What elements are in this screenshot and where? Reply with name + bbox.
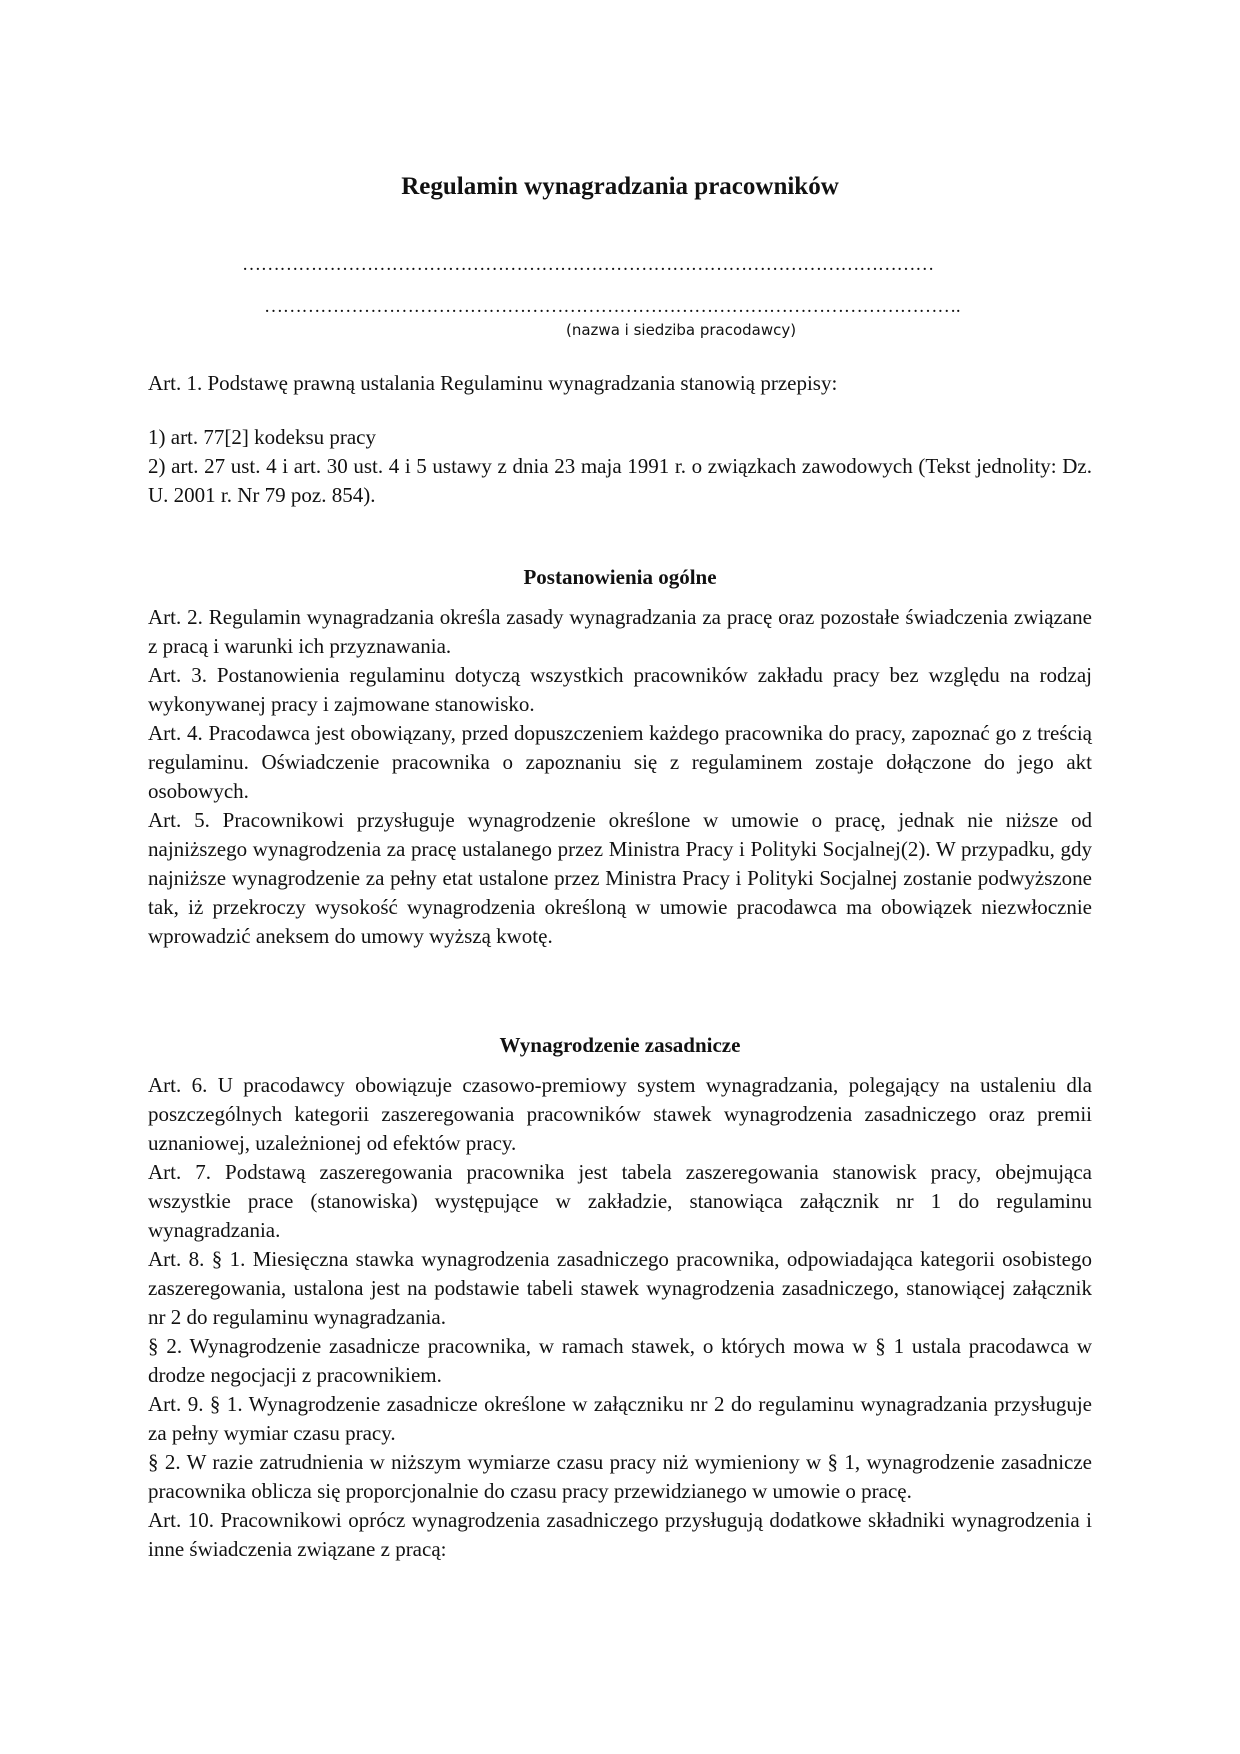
section-heading-general: Postanowienia ogólne: [523, 565, 717, 589]
legal-basis-item: 1) art. 77[2] kodeksu pracy: [148, 425, 377, 449]
article-paragraph: Art. 5. Pracownikowi przysługuje wynagrodzenie określone w umowie o pracę, jednak nie niższe od najniższego wynagrodzenia za pracę ustalanego przez Ministra Pracy i Polityki Socjalnej(2). W przypadku, gdy najniższe wynagrodzenie za pełny etat ustalone przez Ministra Pracy i Polityki Socjalnej zostanie podwyższone tak, iż przekroczy wysokość wynagrodzenia określoną w umowie pracodawca ma obowiązek niezwłocznie wprowadzić aneksem do umowy wyższą kwotę.: [148, 808, 1092, 948]
section-general-body: [148, 603, 1092, 951]
legal-basis-list: [148, 423, 1092, 510]
article-paragraph: Art. 4. Pracodawca jest obowiązany, przed dopuszczeniem każdego pracownika do pracy, zapoznać go z treścią regulaminu. Oświadczenie pracownika o zapoznaniu się z regulaminem zostaje dołączone do jego akt osobowych.: [148, 721, 1092, 803]
employer-caption: (nazwa i siedziba pracodawcy): [566, 321, 797, 339]
article-paragraph: Art. 2. Regulamin wynagradzania określa zasady wynagradzania za pracę oraz pozostałe świadczenia związane z pracą i warunki ich przyznawania.: [148, 605, 1092, 658]
employer-address-dotted-line: ………………………………………………………………………………………………….: [264, 296, 961, 317]
article-paragraph: § 2. Wynagrodzenie zasadnicze pracownika, w ramach stawek, o których mowa w § 1 ustala pracodawca w drodze negocjacji z pracownikiem.: [148, 1334, 1092, 1387]
section-base-pay-body: [148, 1071, 1092, 1564]
article-paragraph: Art. 7. Podstawą zaszeregowania pracownika jest tabela zaszeregowania stanowisk pracy, obejmująca wszystkie prace (stanowiska) występujące w zakładzie, stanowiąca załącznik nr 1 do regulaminu wynagradzania.: [148, 1160, 1092, 1242]
article-1: Art. 1. Podstawę prawną ustalania Regulaminu wynagradzania stanowią przepisy:: [148, 371, 838, 395]
document-page: [148, 0, 1092, 1754]
section-heading-base-pay: Wynagrodzenie zasadnicze: [499, 1033, 741, 1057]
article-paragraph: Art. 10. Pracownikowi oprócz wynagrodzenia zasadniczego przysługują dodatkowe składniki wynagrodzenia i inne świadczenia związane z pracą:: [148, 1508, 1092, 1561]
article-paragraph: Art. 8. § 1. Miesięczna stawka wynagrodzenia zasadniczego pracownika, odpowiadająca kategorii osobistego zaszeregowania, ustalona jest na podstawie tabeli stawek wynagrodzenia zasadniczego, stanowiącej załącznik nr 2 do regulaminu wynagradzania.: [148, 1247, 1092, 1329]
employer-name-dotted-line: …………………………………………………………………………………………………: [242, 254, 934, 275]
article-paragraph: Art. 3. Postanowienia regulaminu dotyczą wszystkich pracowników zakładu pracy bez względu na rodzaj wykonywanej pracy i zajmowane stanowisko.: [148, 663, 1092, 716]
legal-basis-item: 2) art. 27 ust. 4 i art. 30 ust. 4 i 5 ustawy z dnia 23 maja 1991 r. o związkach zawodowych (Tekst jednolity: Dz. U. 2001 r. Nr 79 poz. 854).: [148, 454, 1092, 507]
document-title: Regulamin wynagradzania pracowników: [401, 173, 839, 200]
article-paragraph: Art. 9. § 1. Wynagrodzenie zasadnicze określone w załączniku nr 2 do regulaminu wynagradzania przysługuje za pełny wymiar czasu pracy.: [148, 1392, 1092, 1445]
article-paragraph: § 2. W razie zatrudnienia w niższym wymiarze czasu pracy niż wymieniony w § 1, wynagrodzenie zasadnicze pracownika oblicza się proporcjonalnie do czasu pracy przewidzianego w umowie o pracę.: [148, 1450, 1092, 1503]
intro-block: [148, 369, 1092, 398]
article-paragraph: Art. 6. U pracodawcy obowiązuje czasowo-premiowy system wynagradzania, polegający na ustaleniu dla poszczególnych kategorii zaszeregowania pracowników stawek wynagrodzenia zasadniczego oraz premii uznaniowej, uzależnionej od efektów pracy.: [148, 1073, 1092, 1155]
